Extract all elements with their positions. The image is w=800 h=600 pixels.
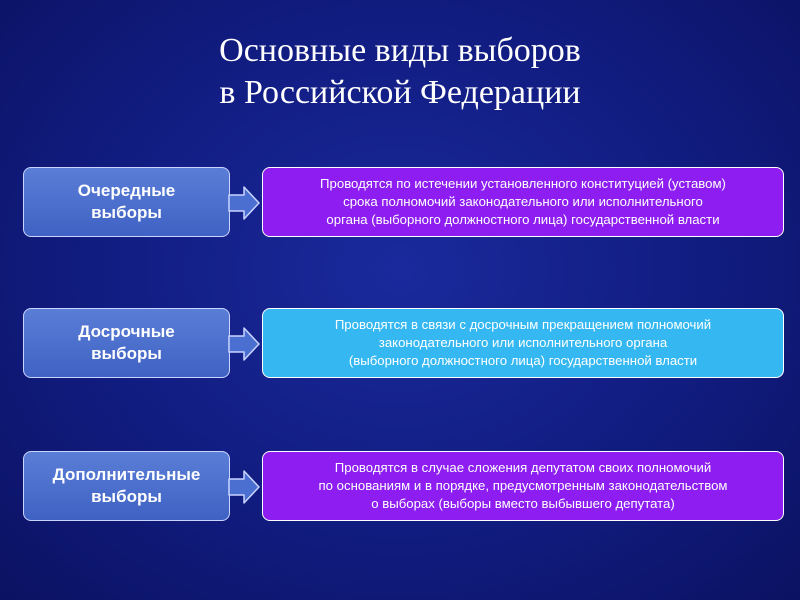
arrow-right-icon [228,327,260,361]
arrow-right-icon [228,186,260,220]
description-line: органа (выборного должностного лица) государственной власти [326,212,720,227]
description-box-additional [262,451,784,521]
label-line: выборы [91,487,162,506]
arrow-right-icon [228,470,260,504]
description-line: срока полномочий законодательного или исполнительного [343,194,703,209]
description-line: законодательного или исполнительного органа [378,335,668,350]
label-box-early [23,308,230,378]
description-box-early [262,308,784,378]
description-line: Проводятся по истечении установленного конституцией (уставом) [320,176,726,191]
label-line: Досрочные [78,322,175,341]
description-line: (выборного должностного лица) государственной власти [348,353,698,368]
description-line: по основаниям и в порядке, предусмотренным законодательством [318,478,728,493]
page-title-line-1: Основные виды выборов [219,32,581,69]
election-type-row-additional [0,451,800,523]
label-box-additional [23,451,230,521]
page-title [0,30,800,114]
description-line: Проводятся в случае сложения депутатом своих полномочий [334,460,712,475]
election-type-row-regular [0,167,800,239]
election-type-row-early [0,308,800,380]
page-title-line-2: в Российской Федерации [219,74,581,111]
label-line: Очередные [77,181,176,200]
description-line: о выборах (выборы вместо выбывшего депутата) [371,496,675,511]
label-line: выборы [91,203,162,222]
description-line: Проводятся в связи с досрочным прекращением полномочий [334,317,712,332]
label-line: Дополнительные [52,465,201,484]
label-line: выборы [91,344,162,363]
label-box-regular [23,167,230,237]
description-box-regular [262,167,784,237]
